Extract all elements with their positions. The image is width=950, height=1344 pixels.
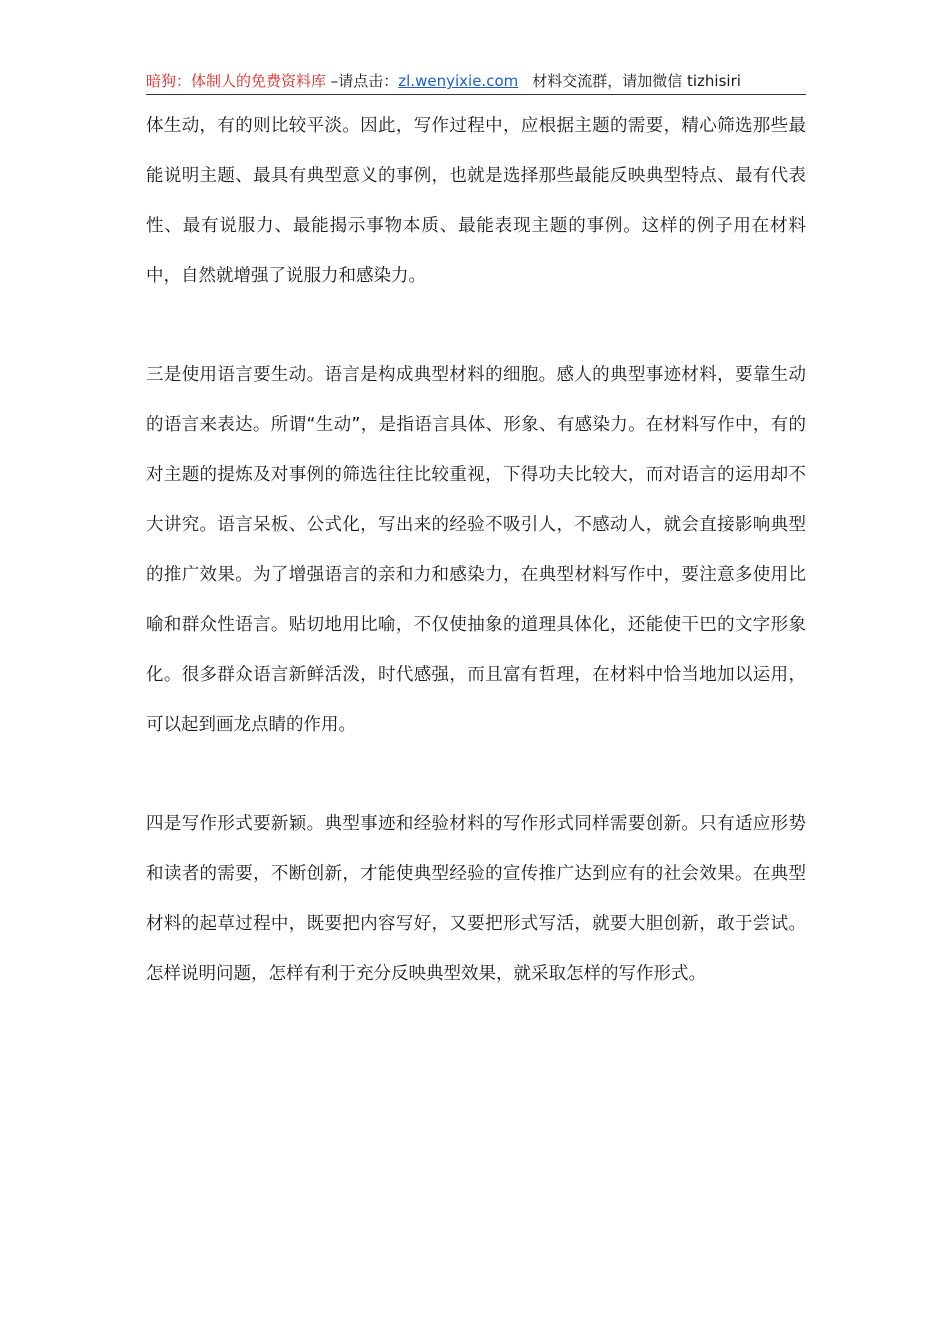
- paragraph-3: 四是写作形式要新颖。典型事迹和经验材料的写作形式同样需要创新。只有适应形势和读者的需要，不断创新，才能使典型经验的宣传推广达到应有的社会效果。在典型材料的起草过程中，既要把内容写好，又要把形式写活，就要大胆创新，敢于尝试。怎样说明问题，怎样有利于充分反映典型效果，就采取怎样的写作形式。: [146, 814, 806, 984]
- paragraph-2: 三是使用语言要生动。语言是构成典型材料的细胞。感人的典型事迹材料，要靠生动的语言来表达。所谓“生动”，是指语言具体、形象、有感染力。在材料写作中，有的对主题的提炼及对事例的筛选往往比较重视，下得功夫比较大，而对语言的运用却不大讲究。语言呆板、公式化，写出来的经验不吸引人，不感动人，就会直接影响典型的推广效果。为了增强语言的亲和力和感染力，在典型材料写作中，要注意多使用比喻和群众性语言。贴切地用比喻，不仅使抽象的道理具体化，还能使干巴的文字形象化。很多群众语言新鲜活泼，时代感强，而且富有哲理，在材料中恰当地加以运用，可以起到画龙点睛的作用。: [146, 365, 806, 735]
- header-separator: –请点击：: [326, 72, 399, 90]
- document-body: [146, 101, 806, 999]
- page-header: [146, 68, 806, 95]
- header-contact: 材料交流群，请加微信 tizhisiri: [532, 72, 741, 90]
- paragraph-1: 体生动，有的则比较平淡。因此，写作过程中，应根据主题的需要，精心筛选那些最能说明主题、最具有典型意义的事例，也就是选择那些最能反映典型特点、最有代表性、最有说服力、最能揭示事物本质、最能表现主题的事例。这样的例子用在材料中，自然就增强了说服力和感染力。: [146, 116, 806, 286]
- header-brand: 暗狗：体制人的免费资料库: [146, 72, 327, 90]
- header-link[interactable]: zl.wenyixie.com: [398, 72, 519, 90]
